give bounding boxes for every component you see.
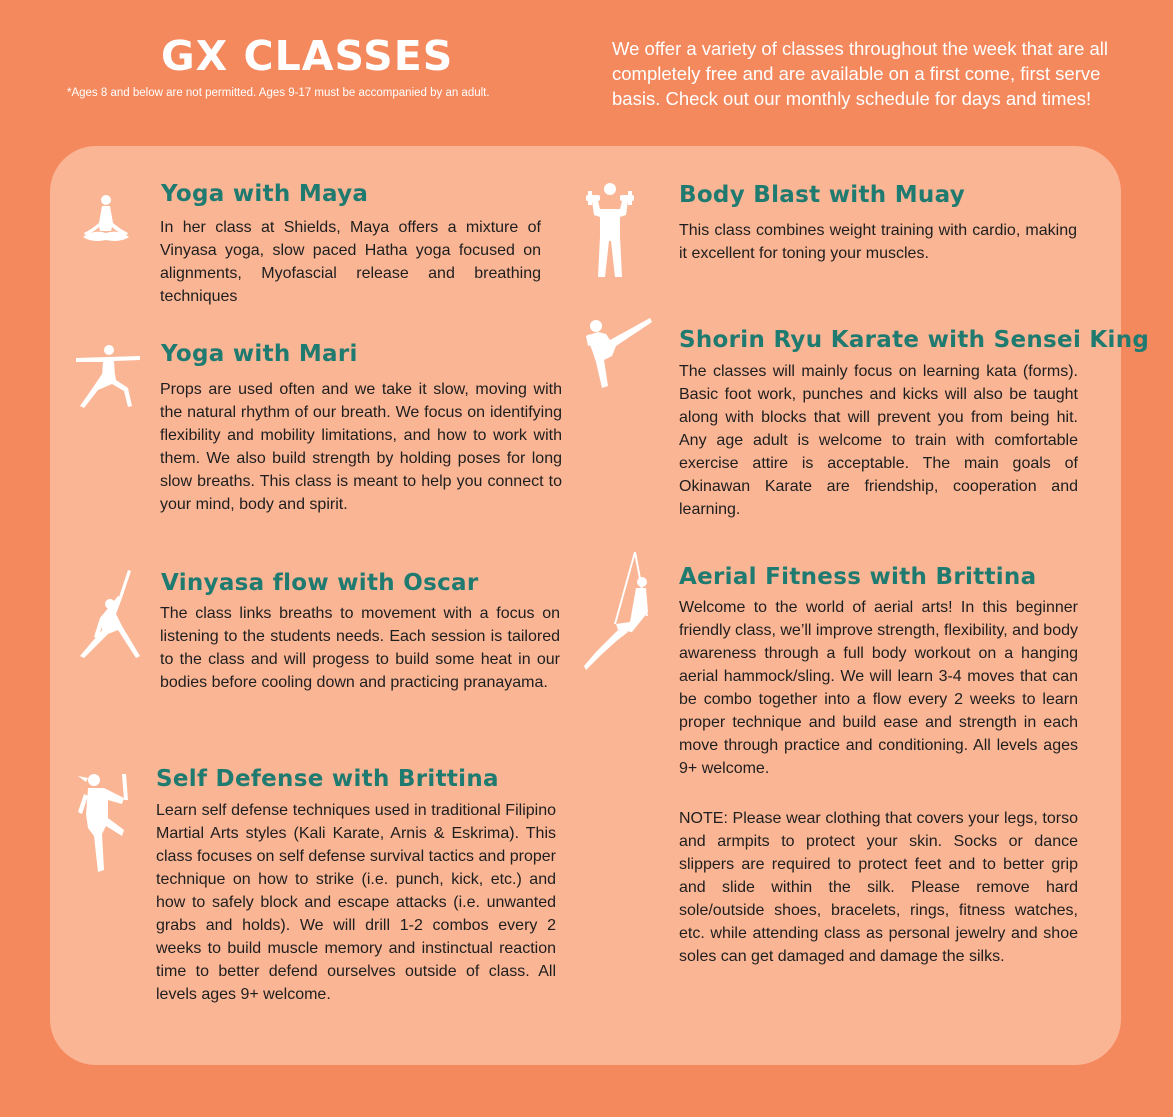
class-desc-self-defense: Learn self defense techniques used in traditional Filipino Martial Arts styles (Kali Karate, Arnis & Eskrima). This class focuses on self defense survival tactics and proper technique on how to strike (i.e. punch, kick, etc.) and how to safely block and escape attacks (i.e. unwanted grabs and holds). We will drill 1-2 combos every 2 weeks to build muscle memory and instinctual reaction time to better defend ourselves outside of class. All levels ages 9+ welcome. bbox=[156, 802, 556, 1003]
aerial-silk-icon bbox=[582, 552, 654, 672]
class-title-karate: Shorin Ryu Karate with Sensei King bbox=[679, 327, 1150, 353]
intro-text: We offer a variety of classes throughout the week that are all completely free and are available on a first come, first serve basis. Check out our monthly schedule for days and times! bbox=[612, 38, 1109, 109]
dumbbell-lifter-icon bbox=[584, 181, 636, 279]
class-title-yoga-mari: Yoga with Mari bbox=[161, 341, 358, 367]
class-title-body-blast: Body Blast with Muay bbox=[679, 182, 965, 208]
class-desc-karate: The classes will mainly focus on learning kata (forms). Basic foot work, punches and kicks will also be taught along with blocks that will prevent you from being hit. Any age adult is welcome to train with comfortable exercise attire is acceptable. The main goals of Okinawan Karate are friendship, cooperation and learning. bbox=[679, 363, 1078, 518]
class-desc-yoga-mari: Props are used often and we take it slow, moving with the natural rhythm of our breath. We focus on identifying flexibility and mobility limitations, and how to work with them. We also build strength by holding poses for long slow breaths. This class is meant to help you connect to your mind, body and spirit. bbox=[160, 381, 562, 513]
class-title-yoga-maya: Yoga with Maya bbox=[161, 181, 369, 207]
class-title-aerial: Aerial Fitness with Brittina bbox=[679, 564, 1037, 590]
class-desc-body-blast: This class combines weight training with cardio, making it excellent for toning your muscles. bbox=[679, 222, 1077, 262]
age-restriction-note: *Ages 8 and below are not permitted. Ages 9-17 must be accompanied by an adult. bbox=[67, 87, 490, 99]
class-desc-yoga-maya: In her class at Shields, Maya offers a mixture of Vinyasa yoga, slow paced Hatha yoga focused on alignments, Myofascial release and breathing techniques bbox=[160, 219, 541, 305]
class-title-self-defense: Self Defense with Brittina bbox=[156, 766, 499, 792]
class-desc-vinyasa-oscar: The class links breaths to movement with a focus on listening to the students needs. Each session is tailored to the class and will progess to build some heat in our bodies before cooling down and practicing pranayama. bbox=[160, 605, 560, 691]
class-desc-aerial: Welcome to the world of aerial arts! In this beginner friendly class, we’ll improve strength, flexibility, and body awareness through a full body workout on a hanging aerial hammock/sling. We will learn 3-4 moves that can be combo together into a flow every 2 weeks to learn proper technique and build ease and strength in each move through practice and conditioning. All levels ages 9+ welcome. bbox=[679, 599, 1078, 777]
meditation-pose-icon bbox=[80, 193, 132, 247]
warrior-pose-icon bbox=[74, 344, 142, 410]
aerial-note: NOTE: Please wear clothing that covers your legs, torso and armpits to protect your skin. Socks or dance slippers are required to protect feet and to better grip and slide within the silk. Please remove hard sole/outside shoes, bracelets, rings, fitness watches, etc. while attending class as personal jewelry and shoe soles can get damaged and damage the silks. bbox=[679, 810, 1078, 965]
page-title: GX CLASSES bbox=[161, 32, 454, 80]
triangle-pose-icon bbox=[78, 568, 142, 662]
class-title-vinyasa-oscar: Vinyasa flow with Oscar bbox=[161, 570, 479, 596]
fighter-stance-icon bbox=[74, 770, 130, 874]
karate-kick-icon bbox=[584, 316, 654, 390]
